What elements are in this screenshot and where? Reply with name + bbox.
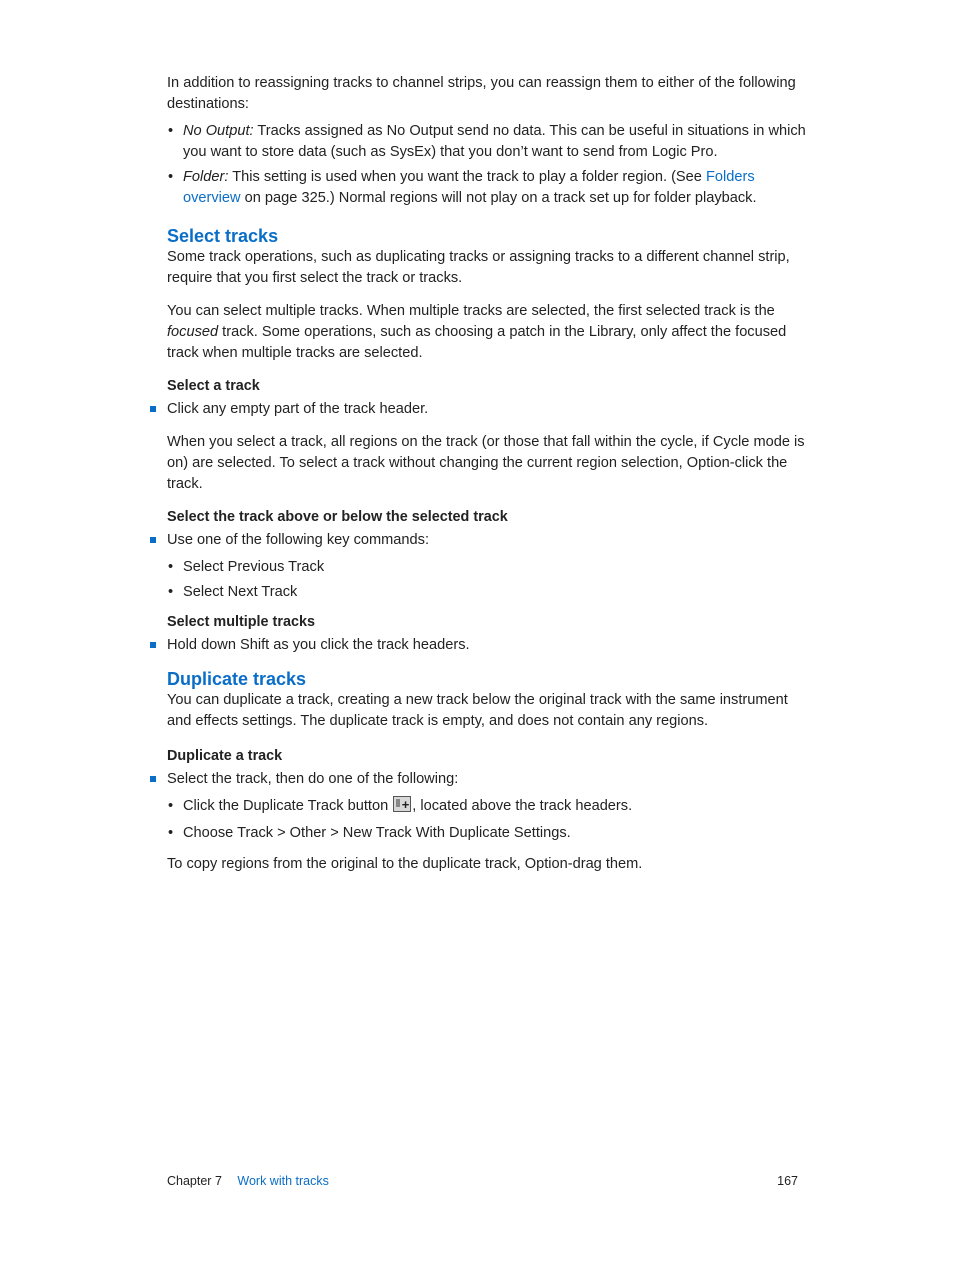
step-item: Select the track, then do one of the following: bbox=[167, 769, 807, 790]
chapter-label: Chapter 7 bbox=[167, 1174, 222, 1188]
duplicate-tracks-paragraph: You can duplicate a track, creating a new track below the original track with the same instrument and effects settings. The duplicate track is empty, and does not contain any regions. bbox=[167, 692, 788, 729]
item-text: Tracks assigned as No Output send no data. This can be useful in situations in which you want to store data (such as SysEx) that you don’t want to send from Logic Pro. bbox=[183, 123, 806, 160]
chapter-title-link[interactable]: Work with tracks bbox=[237, 1174, 329, 1188]
select-tracks-paragraph-1: Some track operations, such as duplicating tracks or assigning tracks to a different channel strip, require that you first select the track or tracks. bbox=[167, 249, 790, 286]
list-item: • Select Previous Track bbox=[168, 559, 325, 575]
page-content bbox=[167, 73, 807, 887]
select-tracks-paragraph-2: You can select multiple tracks. When multiple tracks are selected, the first selected track is the focused track. Some operations, such as choosing a patch in the Library, only affect the focused track when multiple tracks are selected. bbox=[167, 303, 787, 361]
folders-overview-link[interactable]: Folders overview bbox=[183, 169, 755, 206]
item-text: This setting is used when you want the track to play a folder region. (See bbox=[228, 169, 706, 185]
list-item: • Select Next Track bbox=[168, 584, 298, 600]
subheading-select-above-below: Select the track above or below the selected track bbox=[167, 509, 508, 525]
page-number: 167 bbox=[777, 1174, 798, 1188]
list-item: • Folder: This setting is used when you want the track to play a folder region. (See Folders overview on page 325.) Normal regions will not play on a track set up for folder playback. bbox=[168, 169, 757, 206]
intro-paragraph: In addition to reassigning tracks to channel strips, you can reassign them to either of the following destinations: bbox=[167, 75, 796, 112]
list-item: • No Output: Tracks assigned as No Output send no data. This can be useful in situations in which you want to store data (such as SysEx) that you don’t want to send from Logic Pro. bbox=[168, 123, 806, 160]
term-no-output: No Output: bbox=[183, 123, 254, 139]
subheading-duplicate-a-track: Duplicate a track bbox=[167, 748, 283, 764]
square-bullet-icon bbox=[150, 776, 156, 782]
section-heading-duplicate-tracks: Duplicate tracks bbox=[167, 669, 307, 689]
page-footer bbox=[167, 1172, 798, 1190]
square-bullet-icon bbox=[150, 406, 156, 412]
duplicate-track-icon bbox=[393, 796, 411, 812]
duplicate-options-list bbox=[167, 796, 807, 844]
list-item: • Click the Duplicate Track button +, located above the track headers. bbox=[167, 796, 807, 817]
square-bullet-icon bbox=[150, 537, 156, 543]
list-item: • Choose Track > Other > New Track With Duplicate Settings. bbox=[168, 825, 571, 841]
section-heading-select-tracks: Select tracks bbox=[167, 226, 279, 246]
key-commands-list bbox=[167, 557, 807, 603]
subheading-select-a-track: Select a track bbox=[167, 378, 260, 394]
select-a-track-note: When you select a track, all regions on the track (or those that fall within the cycle, if Cycle mode is on) are selected. To select a track without changing the current region selection, Option-click the track. bbox=[167, 434, 805, 492]
step-item: Click any empty part of the track header. bbox=[167, 399, 807, 420]
destinations-list bbox=[167, 121, 807, 209]
step-item: Use one of the following key commands: bbox=[167, 530, 807, 551]
closing-paragraph: To copy regions from the original to the duplicate track, Option-drag them. bbox=[167, 856, 643, 872]
term-folder: Folder: bbox=[183, 169, 229, 185]
square-bullet-icon bbox=[150, 642, 156, 648]
subheading-select-multiple-tracks: Select multiple tracks bbox=[167, 614, 315, 630]
step-item: Hold down Shift as you click the track headers. bbox=[167, 635, 807, 656]
item-text: on page 325.) Normal regions will not play on a track set up for folder playback. bbox=[240, 190, 757, 206]
